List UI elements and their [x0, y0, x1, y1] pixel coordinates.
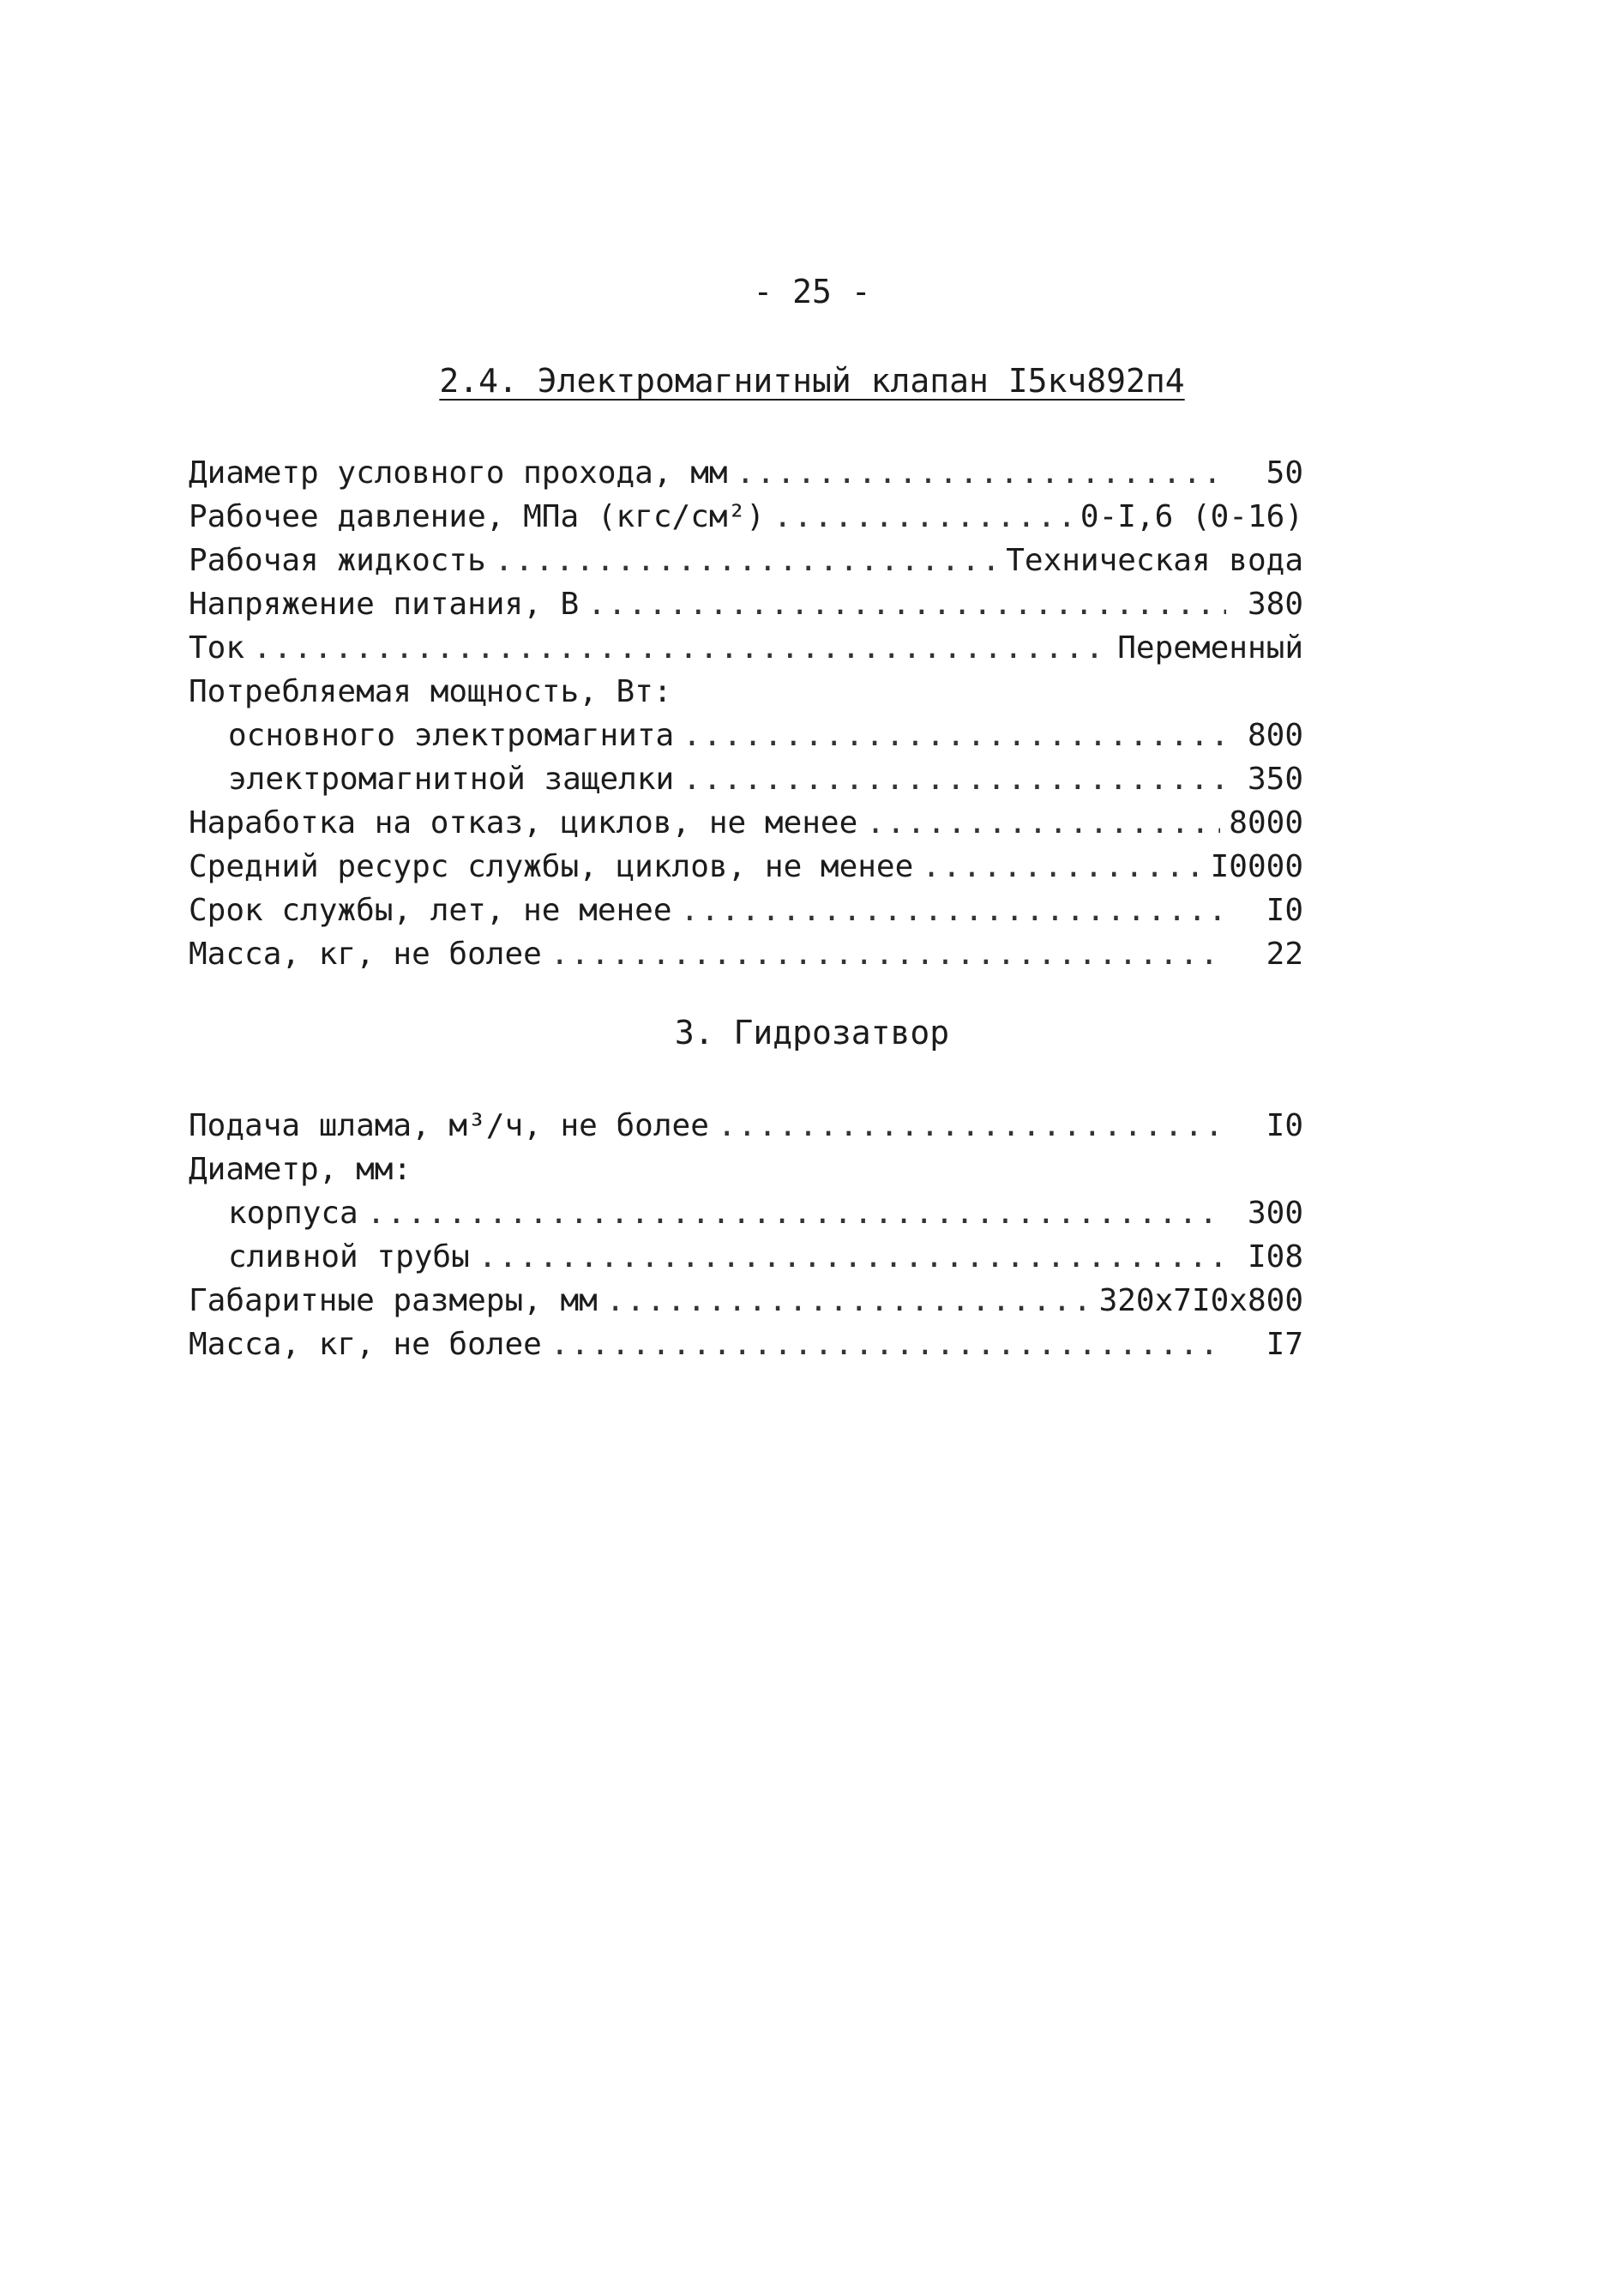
spec-label: Масса, кг, не более	[189, 937, 542, 972]
spec-value: 8000	[1229, 805, 1303, 841]
spec-label: Срок службы, лет, не менее	[189, 893, 672, 928]
section-title-electromagnetic-valve	[0, 362, 1624, 400]
spec-value: I08	[1247, 1239, 1303, 1275]
dot-leader	[683, 757, 1226, 801]
spec-group-heading	[189, 670, 1303, 714]
spec-value: 300	[1247, 1196, 1303, 1231]
spec-row	[189, 1191, 1303, 1235]
spec-row	[189, 1279, 1303, 1323]
dot-leader	[922, 845, 1201, 889]
spec-row	[189, 1104, 1303, 1148]
spec-value: I0	[1266, 1108, 1303, 1143]
spec-row	[189, 495, 1303, 539]
spec-value: Техническая вода	[1006, 543, 1303, 578]
spec-label: основного электромагнита	[228, 718, 675, 753]
spec-label: Ток	[189, 630, 245, 666]
spec-label: Средний ресурс службы, циклов, не менее	[189, 849, 914, 884]
dot-leader	[550, 932, 1226, 976]
spec-row	[189, 714, 1303, 757]
spec-row	[189, 889, 1303, 932]
spec-label: корпуса	[228, 1196, 358, 1231]
dot-leader	[550, 1323, 1226, 1366]
dot-leader	[866, 801, 1220, 845]
spec-label: Диаметр условного прохода, мм	[189, 455, 728, 491]
spec-row	[189, 801, 1303, 845]
spec-row	[189, 757, 1303, 801]
spec-label: Наработка на отказ, циклов, не менее	[189, 805, 858, 841]
section-title-text: 3. Гидрозатвор	[674, 1014, 950, 1052]
spec-value: 380	[1247, 587, 1303, 622]
spec-row	[189, 582, 1303, 626]
spec-value: I0000	[1210, 849, 1303, 884]
spec-label: электромагнитной защелки	[228, 762, 675, 797]
dot-leader	[718, 1104, 1226, 1148]
spec-value: 22	[1266, 937, 1303, 972]
spec-value: 350	[1247, 762, 1303, 797]
spec-value: 0-I,6 (0-16)	[1080, 499, 1303, 534]
spec-value: 50	[1266, 455, 1303, 491]
spec-label: Масса, кг, не более	[189, 1327, 542, 1362]
dot-leader	[773, 495, 1072, 539]
spec-label: Рабочее давление, МПа (кгс/см²)	[189, 499, 765, 534]
spec-row	[189, 626, 1303, 670]
spec-value: Переменный	[1117, 630, 1303, 666]
dot-leader	[587, 582, 1226, 626]
section-title-hydraulic-seal	[0, 1014, 1624, 1052]
spec-label: Потребляемая мощность, Вт:	[189, 674, 672, 709]
spec-row	[189, 1235, 1303, 1279]
spec-label: Подача шлама, м³/ч, не более	[189, 1108, 709, 1143]
dot-leader	[367, 1191, 1226, 1235]
spec-label: сливной трубы	[228, 1239, 470, 1275]
dot-leader	[681, 889, 1226, 932]
spec-row	[189, 451, 1303, 495]
spec-value: I0	[1266, 893, 1303, 928]
dot-leader	[495, 539, 997, 582]
spec-list-valve	[189, 451, 1303, 976]
spec-label: Рабочая жидкость	[189, 543, 486, 578]
spec-list-hydraulic-seal	[189, 1104, 1303, 1366]
dot-leader	[606, 1279, 1091, 1323]
dot-leader	[683, 714, 1226, 757]
section-title-text: 2.4. Электромагнитный клапан I5кч892п4	[439, 362, 1185, 400]
spec-row	[189, 845, 1303, 889]
dot-leader	[253, 626, 1109, 670]
spec-label: Напряжение питания, В	[189, 587, 580, 622]
page-number: - 25 -	[753, 273, 871, 310]
spec-value: 320x7I0x800	[1098, 1283, 1303, 1318]
spec-group-heading	[189, 1148, 1303, 1191]
spec-row	[189, 1323, 1303, 1366]
dot-leader	[737, 451, 1226, 495]
spec-row	[189, 539, 1303, 582]
spec-row	[189, 932, 1303, 976]
spec-value: I7	[1266, 1327, 1303, 1362]
spec-value: 800	[1247, 718, 1303, 753]
spec-label: Диаметр, мм:	[189, 1152, 412, 1187]
dot-leader	[478, 1235, 1226, 1279]
spec-label: Габаритные размеры, мм	[189, 1283, 598, 1318]
